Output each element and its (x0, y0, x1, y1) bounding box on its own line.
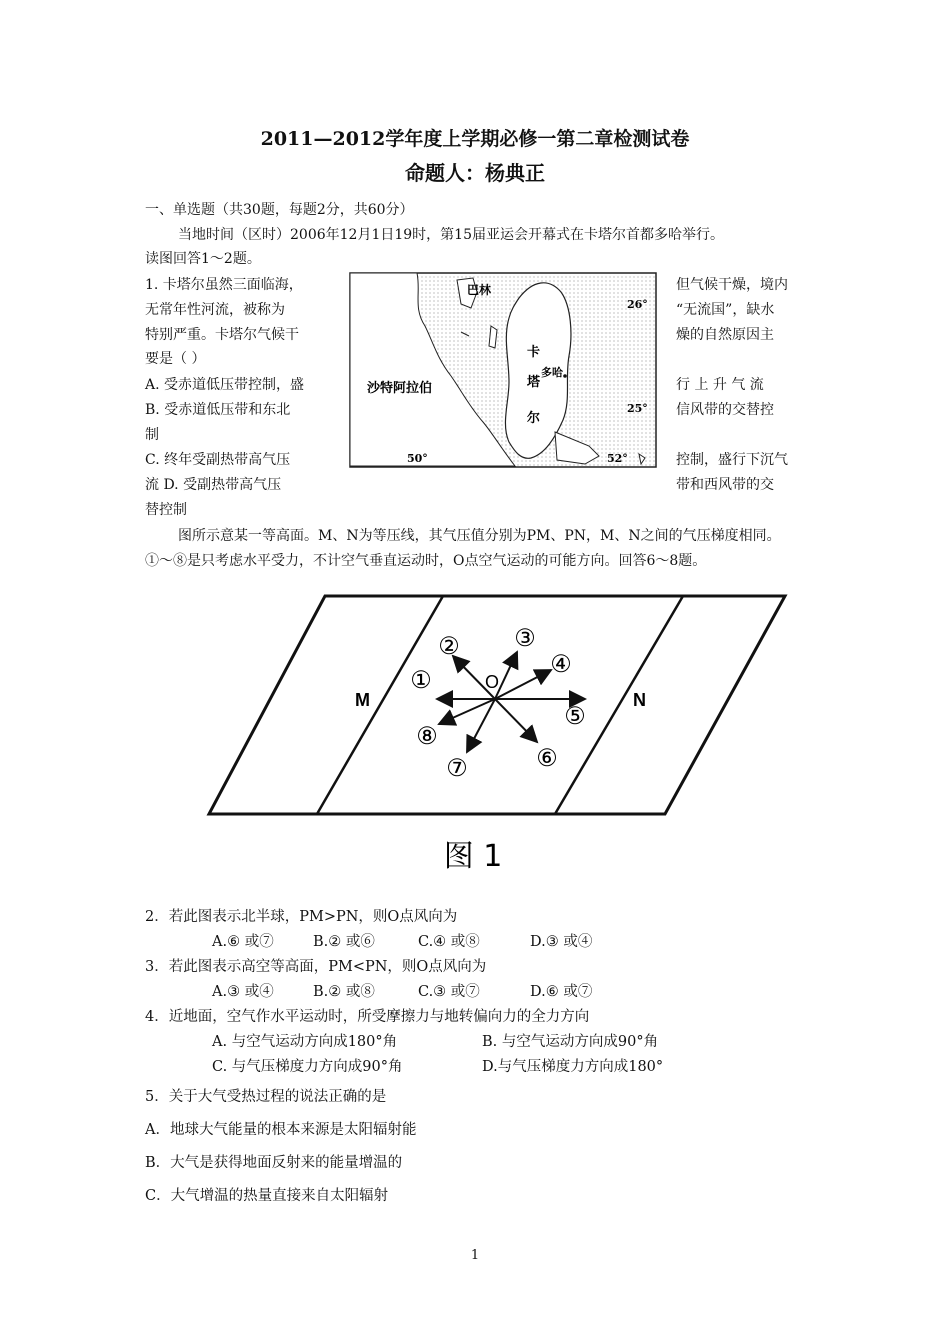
q3-option-d: D.⑥ 或⑦ (530, 984, 593, 1000)
q1-text-line: 1. 卡塔尔虽然三面临海， (145, 277, 303, 293)
page-title: 2011—2012学年度上学期必修一第二章检测试卷 (260, 128, 690, 150)
lat-26: 26° (627, 298, 648, 311)
q1-text-line: “无流国”，缺水 (676, 302, 775, 318)
q1-option-line: 流 D. 受副热带高气压 (145, 477, 282, 493)
arrow-label-8: ⑧ (416, 722, 438, 750)
q2-option-d: D.③ 或④ (530, 934, 593, 950)
q1-text-line: 无常年性河流，被称为 (145, 302, 285, 318)
label-origin: O (485, 672, 500, 692)
q1-option-line: B. 受赤道低压带和东北 (145, 402, 291, 418)
arrow-label-7: ⑦ (446, 754, 468, 782)
arrow-label-3: ③ (514, 624, 536, 652)
doha-marker (563, 374, 567, 378)
q4-option-d: D.与气压梯度力方向成180° (482, 1059, 664, 1075)
section-heading: 一、单选题（共30题，每题2分，共60分） (145, 202, 414, 218)
q5-option-a: A．地球大气能量的根本来源是太阳辐射能 (145, 1122, 417, 1138)
q5-stem: 5．关于大气受热过程的说法正确的是 (145, 1089, 387, 1105)
label-qatar: 尔 (527, 411, 541, 426)
q3-option-c: C.③ 或⑦ (418, 984, 480, 1000)
q4-stem: 4．近地面，空气作水平运动时，所受摩擦力与地转偏向力的全力方向 (145, 1009, 590, 1025)
label-doha: 多哈 (541, 366, 563, 379)
q1-option-line: A. 受赤道低压带控制，盛 (145, 377, 305, 393)
intro2-line: ①～⑧是只考虑水平受力，不计空气垂直运动时，O点空气运动的可能方向。回答6～8题。 (145, 553, 707, 569)
q4-option-c: C. 与气压梯度力方向成90°角 (212, 1059, 403, 1075)
figure-1-isobar-diagram (205, 584, 790, 884)
intro-line: 读图回答1～2题。 (145, 251, 261, 267)
label-qatar: 卡 (527, 345, 541, 360)
q2-option-b: B.② 或⑥ (313, 934, 375, 950)
q1-text-line: 信风带的交替控 (676, 402, 774, 418)
figure-caption: 图 1 (443, 839, 503, 874)
lon-52: 52° (607, 452, 628, 465)
q4-option-a: A. 与空气运动方向成180°角 (212, 1034, 398, 1050)
intro-line: 当地时间（区时）2006年12月1日19时，第15届亚运会开幕式在卡塔尔首都多哈举行。 (178, 227, 724, 243)
arrow-label-2: ② (438, 632, 460, 660)
q1-text-line: 特别严重。卡塔尔气候干 (145, 327, 299, 343)
q1-text-line: 要是（ ） (145, 351, 206, 367)
label-saudi: 沙特阿拉伯 (367, 381, 433, 396)
label-qatar: 塔 (527, 375, 541, 390)
arrow-label-5: ⑤ (564, 702, 586, 730)
q1-text-line: 但气候干燥，境内 (676, 277, 788, 293)
q2-option-a: A.⑥ 或⑦ (212, 934, 274, 950)
q3-option-b: B.② 或⑧ (313, 984, 375, 1000)
q1-text-line: 控制，盛行下沉气 (676, 452, 788, 468)
q4-option-b: B. 与空气运动方向成90°角 (482, 1034, 659, 1050)
plane-parallelogram (209, 596, 785, 814)
q2-option-c: C.④ 或⑧ (418, 934, 480, 950)
q1-option-line: 替控制 (145, 502, 187, 518)
q3-stem: 3．若此图表示高空等高面，PM<PN，则O点风向为 (145, 959, 487, 975)
label-m: M (355, 690, 370, 710)
arrow-label-4: ④ (550, 650, 572, 678)
q3-option-a: A.③ 或④ (212, 984, 274, 1000)
label-n: N (633, 690, 646, 710)
qatar-map (349, 272, 657, 468)
q1-option-line: 制 (145, 427, 159, 443)
lon-50: 50° (407, 452, 428, 465)
author-line: 命题人：杨典正 (405, 161, 545, 185)
q5-option-c: C．大气增温的热量直接来自太阳辐射 (145, 1188, 389, 1204)
q2-stem: 2．若此图表示北半球，PM>PN，则O点风向为 (145, 909, 458, 925)
q1-text-line: 带和西风带的交 (676, 477, 774, 493)
q1-option-line: C. 终年受副热带高气压 (145, 452, 291, 468)
q5-option-b: B．大气是获得地面反射来的能量增温的 (145, 1155, 403, 1171)
arrow-label-6: ⑥ (536, 744, 558, 772)
intro2-line: 图所示意某一等高面。M、N为等压线，其气压值分别为PM、PN，M、N之间的气压梯度相同。 (178, 528, 781, 544)
arrow-label-1: ① (410, 666, 432, 694)
island (489, 326, 497, 348)
q1-text-line: 燥的自然原因主 (676, 327, 774, 343)
page-number: 1 (470, 1248, 480, 1263)
label-bahrain: 巴林 (467, 283, 492, 297)
q1-text-line: 行 上 升 气 流 (676, 377, 764, 393)
lat-25: 25° (627, 402, 648, 415)
